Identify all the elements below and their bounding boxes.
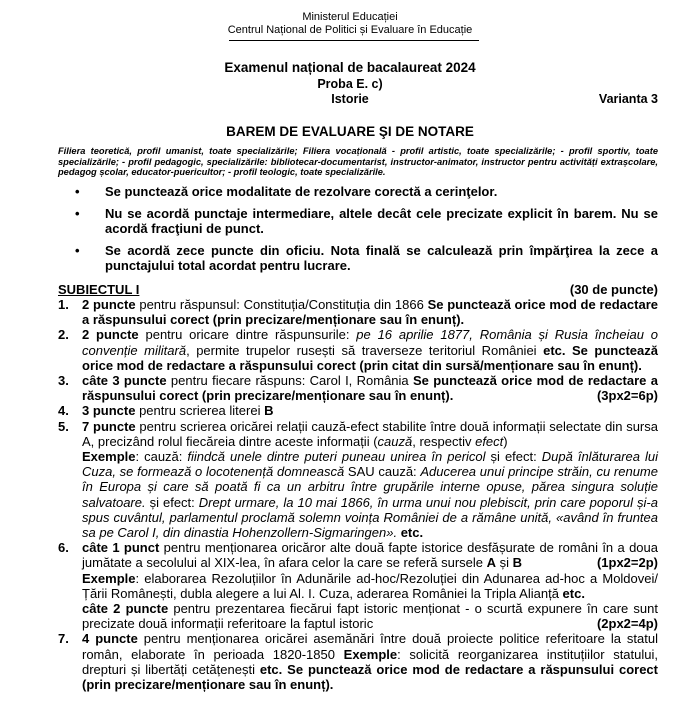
bullet-icon: •: [75, 205, 80, 221]
source-letter: B: [512, 555, 523, 571]
examples-label: Exemple: [343, 646, 398, 662]
rule-text: Se acordă zece puncte din oficiu. Nota finală se calculează prin împărţirea la zece a punctajului total acordat pentru lucrare.: [105, 242, 658, 273]
item-text: pentru oricare dintre răspunsurile:: [138, 327, 357, 343]
item-number: 4.: [58, 403, 69, 419]
item-letter: B: [264, 403, 274, 419]
item-text: pentru scrierea oricărei relații cauză-efect stabilite între două informații selectate din sursa: [135, 418, 658, 434]
item-text: pentru scrierea literei: [135, 403, 265, 419]
item-text: , permite trupelor rusești să traverseze teritoriul României: [186, 342, 544, 358]
example-quote: Drept urmare, la 10 mai 1866, în urma unui nou plebiscit, prin care poporul și-a spus cuvântul, parlamentul proclamă solemn voința României de a rămâne unită, «având în fruntea sa pe Carol I, din dinastia Hohenzollern-Sigmaringen».: [82, 494, 658, 541]
item-4: [58, 403, 658, 418]
item-2: [58, 327, 658, 373]
example-text: și efect:: [485, 449, 542, 465]
example-text: și efect:: [145, 494, 199, 510]
example-etc: etc.: [562, 585, 585, 601]
exam-variant: Varianta 3: [598, 92, 658, 106]
item-text: pentru menționarea oricăror alte două fapte istorice desfășurate de români în a doua jumătate a secolului al XIX-lea, în afara celor la care se referă sursele: [82, 540, 658, 571]
item-points: câte 1 punct: [82, 540, 160, 556]
rule-item: [58, 243, 658, 274]
item-number: 7.: [58, 631, 69, 647]
item-note: Se punctează orice mod de redactare a răspunsului corect (prin precizare/menționare sau în enunț).: [82, 373, 658, 404]
example-text: : solicită reorganizarea instituțiilor statului, drepturi și libertăți cetățenești: [82, 646, 658, 677]
item-points: câte 2 puncte: [82, 601, 169, 617]
item-points: 7 puncte: [82, 418, 136, 434]
item-number: 5.: [58, 418, 69, 434]
center-header: Centrul Național de Politici și Evaluare în Educație: [227, 24, 473, 36]
section-label: SUBIECTUL I: [58, 282, 140, 297]
item-examples: [82, 449, 658, 540]
exam-title: Examenul național de bacalaureat 2024: [224, 60, 476, 75]
item-5: [58, 419, 658, 541]
item-text: pentru răspunsul: Constituția/Constituția din 1866: [135, 297, 428, 312]
item-number: 1.: [58, 297, 69, 312]
item-term: cauză: [377, 433, 413, 449]
item-1: [58, 297, 658, 327]
item-6b: [82, 601, 658, 631]
item-examples: [82, 571, 658, 601]
item-number: 3.: [58, 373, 69, 389]
example-quote: Aducerea unui principe străin, cu renume în Europa și care să poată fi ca un arbitru între grupările interne opuse, părea singura soluție salvatoare.: [82, 464, 658, 510]
item-text: pentru prezentarea fiecărui fapt istoric menționat - o scurtă expunere în care sunt precizate două informații referitoare la faptul istoric: [82, 601, 658, 632]
item-total: (1px2=2p): [596, 555, 658, 571]
example-etc: etc.: [397, 525, 424, 541]
item-text: pentru menționarea oricărei asemănări între două proiecte politice referitoare la statul român, elaborate în perioada 1820-1850: [82, 631, 658, 662]
item-total: (3px2=6p): [596, 388, 658, 404]
item-text: , respectiv: [412, 433, 476, 449]
item-text: pentru fiecare răspuns: Carol I, România: [166, 373, 413, 389]
item-text: , precizând rolul fiecăreia dintre aceste informații (: [90, 433, 378, 449]
item-points: 2 puncte: [82, 297, 136, 312]
rule-item: [58, 206, 658, 237]
item-points: câte 3 puncte: [82, 373, 167, 389]
item-7: [58, 631, 658, 692]
bullet-icon: •: [75, 242, 80, 258]
example-text: SAU cauză:: [344, 464, 421, 480]
item-term: efect: [475, 433, 504, 449]
rule-text: Nu se acordă punctaje intermediare, altele decât cele precizate explicit în barem. Nu se acordă fracţiuni de punct.: [105, 205, 658, 236]
item-text: ): [503, 433, 508, 449]
rules-list: [58, 184, 658, 280]
header-underline: [229, 40, 479, 41]
item-note: Se punctează orice mod de redactare a răspunsului corect (prin precizare/menționare sau în enunț).: [82, 297, 658, 328]
item-points: 2 puncte: [82, 327, 139, 343]
item-number: 2.: [58, 327, 69, 343]
item-number: 6.: [58, 540, 69, 556]
item-note: etc. Se punctează orice mod de redactare a răspunsului corect (prin precizare/menționare sau în enunț).: [82, 661, 658, 693]
example-quote: După înlăturarea lui Cuza, se formează o locotenență domnească: [82, 449, 658, 480]
examples-label: Exemple: [82, 570, 136, 586]
examples-label: Exemple: [82, 449, 136, 465]
ministry-header: Ministerul Educației: [302, 11, 398, 23]
example-text: : cauză:: [135, 449, 188, 465]
item-3: [58, 373, 658, 403]
example-text: : elaborarea Rezoluțiilor în Adunările ad-hoc/Rezoluției din Adunarea ad-hoc a Moldovei/Țării Românești, dubla alegere a lui Al. I. Cuza, aderarea României la Tripla Alianță: [82, 570, 658, 601]
exam-proba: Proba E. c): [317, 77, 383, 91]
filiera-text: Filiera teoretică, profil umanist, toate specializările; Filiera vocațională - profil artistic, toate specializările; - profil sportiv, toate specializările; - profil pedagogic, specializările: bibliotecar-documentarist, instructor-animator, instructor pentru activități extrașcolare, pedagog școlar, educator-puericultor; - profil teologic, toate specializările.: [58, 146, 658, 178]
item-points: 3 puncte: [82, 403, 136, 419]
exam-subject: Istorie: [331, 92, 369, 106]
example-quote: fiindcă unele dintre puteri puneau unirea în pericol: [187, 449, 486, 465]
barem-title: BAREM DE EVALUARE ŞI DE NOTARE: [226, 124, 474, 139]
section-header: [58, 282, 658, 297]
section-points: (30 de puncte): [569, 282, 658, 297]
item-text: și: [496, 555, 513, 571]
source-letter: A: [82, 433, 91, 449]
item-6: [58, 540, 658, 631]
item-quote: pe 16 aprilie 1877, România și Rusia încheiau o convenție militară: [82, 327, 658, 358]
item-note: etc. Se punctează orice mod de redactare a răspunsului corect (prin citat din sursă/menționare sau în enunț).: [82, 342, 658, 373]
bullet-icon: •: [75, 184, 80, 199]
items-list: [58, 297, 658, 692]
rule-item: [58, 184, 658, 200]
item-points: 4 puncte: [82, 631, 138, 647]
item-total: (2px2=4p): [596, 616, 658, 632]
source-letter: A: [486, 555, 497, 571]
rule-text: Se punctează orice modalitate de rezolvare corectă a cerinţelor.: [105, 184, 498, 199]
